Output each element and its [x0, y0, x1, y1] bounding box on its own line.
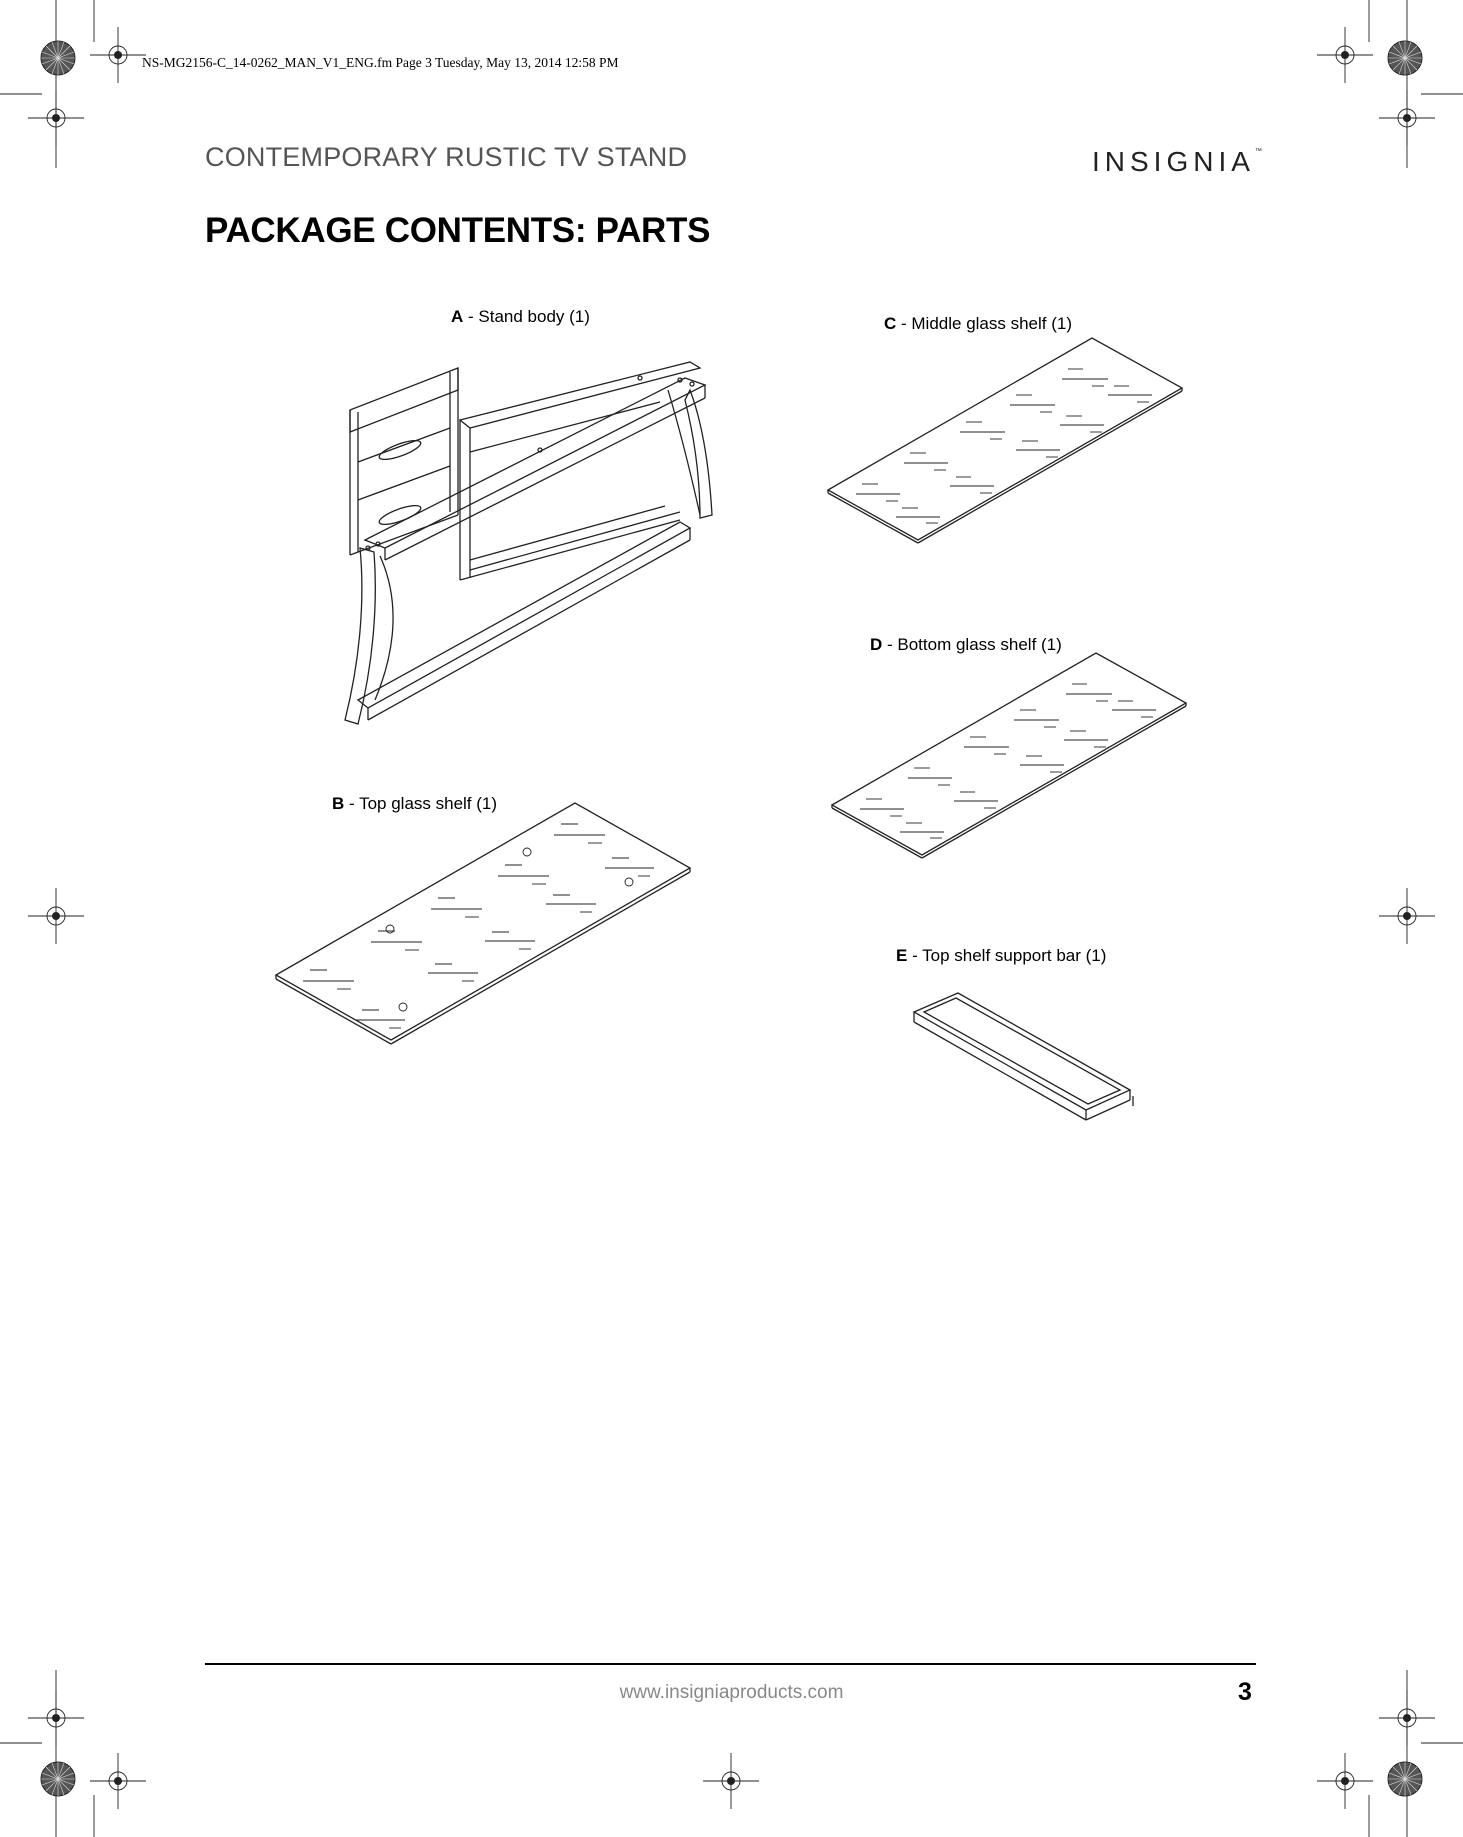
trademark-mark: ™: [1254, 148, 1262, 155]
part-c-letter: C: [884, 314, 897, 333]
footer-rule: [205, 1663, 1256, 1665]
document-title: CONTEMPORARY RUSTIC TV STAND: [205, 142, 688, 172]
part-a-letter: A: [451, 307, 464, 326]
part-e-letter: E: [896, 946, 908, 965]
part-b-description: - Top glass shelf (1): [344, 794, 498, 813]
part-d-description: - Bottom glass shelf (1): [882, 635, 1062, 654]
footer-url[interactable]: www.insigniaproducts.com: [619, 1682, 844, 1703]
part-b-letter: B: [332, 794, 345, 813]
brand-name: INSIGNIA: [1092, 146, 1255, 177]
part-d-letter: D: [870, 635, 883, 654]
file-slug-line: NS-MG2156-C_14-0262_MAN_V1_ENG.fm Page 3 Tuesday, May 13, 2014 12:58 PM: [142, 55, 619, 70]
section-heading: PACKAGE CONTENTS: PARTS: [205, 211, 711, 250]
part-a-description: - Stand body (1): [463, 307, 590, 326]
part-e-description: - Top shelf support bar (1): [907, 946, 1107, 965]
page-number: 3: [1238, 1678, 1252, 1706]
part-c-description: - Middle glass shelf (1): [896, 314, 1073, 333]
